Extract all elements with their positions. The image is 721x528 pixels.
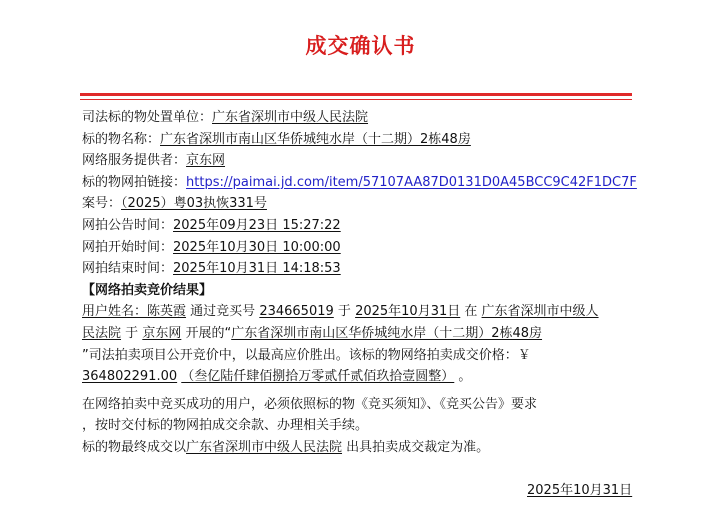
signature-date: 2025年10月31日 [527, 483, 633, 498]
court-name: 广东省深圳市中级人民法院 [186, 439, 343, 455]
field-end-time [82, 258, 634, 280]
field-provider [82, 150, 634, 172]
field-value: 京东网 [186, 153, 226, 169]
field-label: 网络服务提供者： [82, 153, 187, 169]
field-announce-time [82, 215, 634, 237]
deal-date: 2025年10月31日 [355, 304, 461, 320]
final-text: 标的物最终成交以 [82, 439, 187, 455]
field-label: 司法标的物处置单位： [82, 110, 213, 125]
field-court [82, 107, 634, 129]
notice-line-1: 在网络拍卖中竞买成功的用户，必须依照标的物《竞买须知》、《竞买公告》要求 [82, 396, 538, 412]
field-label: 标的物网拍链接： [82, 174, 187, 190]
field-value: 2025年09月23日 15:27:22 [173, 217, 341, 233]
court-name: 广东省深圳市中级人 [481, 304, 599, 320]
result-line-2 [82, 323, 634, 345]
result-text: 通过竞买号 [190, 304, 256, 320]
court-name: 民法院 [82, 325, 122, 341]
document-body [82, 107, 637, 459]
deal-price: 364802291.00 [82, 369, 178, 385]
document-title: 成交确认书 [305, 34, 416, 58]
result-text: 开展的“ [185, 325, 232, 341]
user-label: 用户姓名： [82, 304, 148, 320]
platform-name: 京东网 [142, 325, 182, 341]
notice-line-2: ，按时交付标的物网拍成交余款、办理相关手续。 [82, 418, 369, 434]
field-value: （2025）粤03执恢331号 [121, 196, 267, 212]
title-divider-thin [80, 99, 632, 100]
final-text: 出具拍卖成交裁定为准。 [346, 439, 490, 455]
result-text: 。 [458, 369, 472, 385]
result-heading: 【网络拍卖竞价结果】 [82, 282, 213, 298]
field-label: 网拍结束时间： [82, 261, 174, 277]
final-statement [82, 437, 634, 459]
result-line-1 [82, 301, 634, 323]
field-auction-link [82, 172, 637, 194]
field-label: 标的物名称： [82, 131, 161, 147]
auction-link[interactable]: https://paimai.jd.com/item/57107AA87D0131D0A45BCC9C42F1DC7F [186, 174, 637, 190]
user-name: 陈英霞 [147, 304, 187, 320]
field-value: 2025年10月31日 14:18:53 [173, 261, 341, 277]
deal-price-words: （叁亿陆仟肆佰捌拾万零贰仟贰佰玖拾壹圆整） [181, 369, 455, 385]
field-value: 2025年10月30日 10:00:00 [173, 239, 341, 255]
field-item-name [82, 129, 634, 151]
result-text: 于 [337, 304, 351, 320]
field-start-time [82, 237, 634, 259]
result-text: 于 [125, 325, 139, 341]
result-line-3 [82, 345, 634, 367]
field-label: 案号： [82, 196, 122, 212]
title-divider-thick [80, 93, 632, 96]
result-text: ”司法拍卖项目公开竞价中，以最高应价胜出。该标的物网络拍卖成交价格：￥ [82, 347, 531, 363]
result-line-4 [82, 366, 634, 388]
field-value: 广东省深圳市南山区华侨城纯水岸（十二期）2栋48房 [160, 131, 471, 147]
bid-number: 234665019 [259, 304, 334, 320]
result-text: 在 [464, 304, 478, 320]
field-label: 网拍开始时间： [82, 239, 174, 255]
field-label: 网拍公告时间： [82, 217, 174, 233]
field-value: 广东省深圳市中级人民法院 [212, 110, 369, 125]
field-case-no [82, 193, 634, 215]
item-name: 广东省深圳市南山区华侨城纯水岸（十二期）2栋48房 [231, 325, 543, 341]
